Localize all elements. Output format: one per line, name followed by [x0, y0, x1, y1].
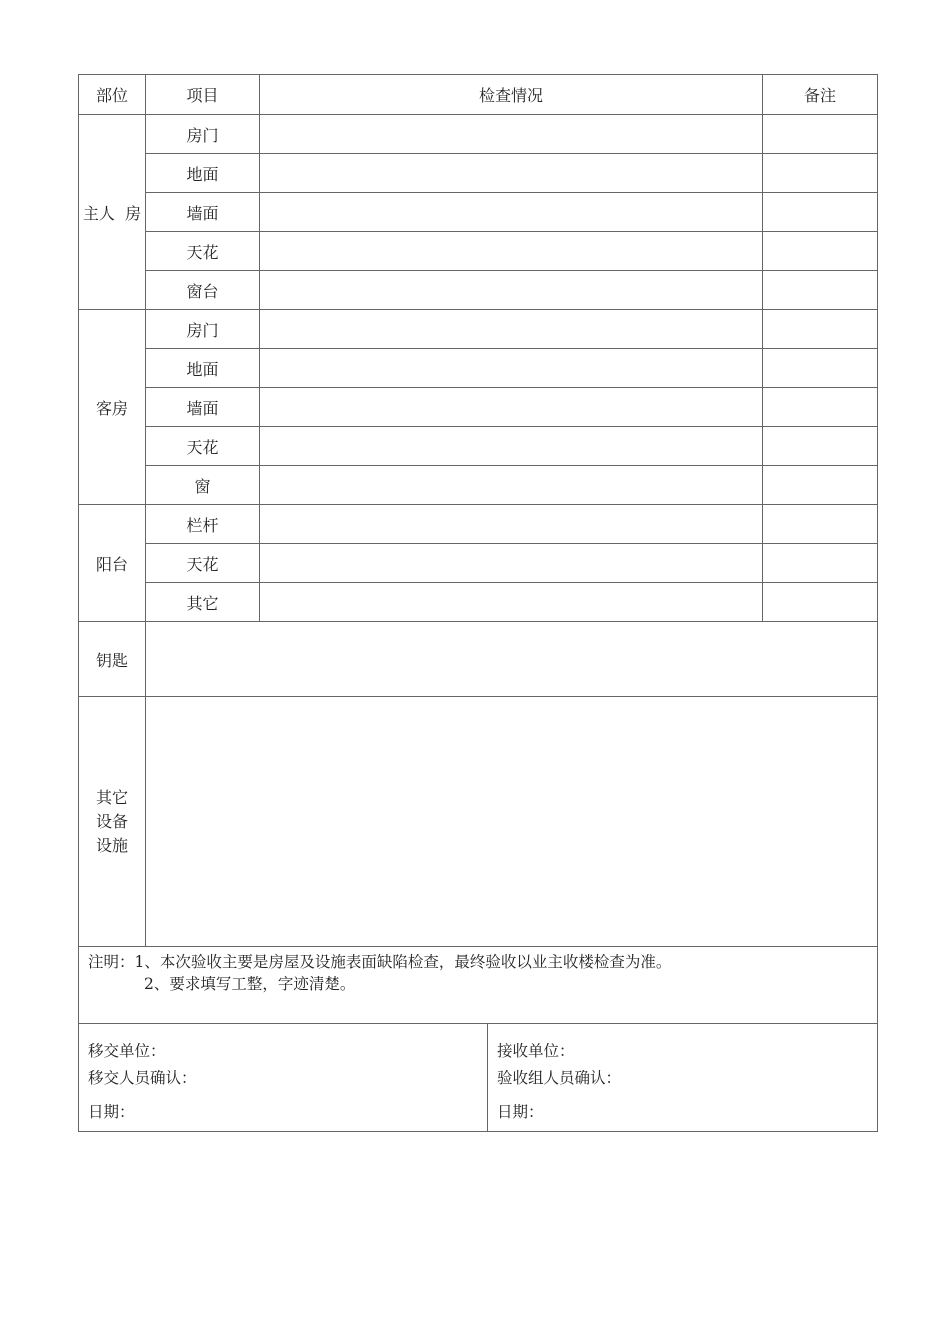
table-row: [79, 349, 878, 388]
receiving-date-label: 日期：: [497, 1103, 544, 1121]
notes-row: [79, 947, 878, 1024]
other-facilities-label-line: 设施: [95, 835, 128, 855]
remark-cell[interactable]: [763, 310, 878, 349]
note-line-2: 2、要求填写工整，字迹清楚。: [144, 975, 356, 993]
header-part: 部位: [79, 75, 146, 115]
item-label: 地面: [146, 154, 260, 193]
item-label: 房门: [146, 310, 260, 349]
remark-cell[interactable]: [763, 154, 878, 193]
receiving-unit-label: 接收单位：: [497, 1042, 575, 1060]
other-facilities-row: [79, 697, 878, 947]
section-label-keys: 钥匙: [79, 622, 146, 697]
other-facilities-label-line: 其它: [95, 787, 128, 807]
item-label: 窗: [146, 466, 260, 505]
handover-date-label: 日期：: [88, 1103, 135, 1121]
section-label-other-facilities: [79, 697, 146, 947]
section-label-master-room: 主人 房: [79, 115, 146, 310]
inspection-cell[interactable]: [260, 349, 763, 388]
table-row: [79, 271, 878, 310]
inspection-cell[interactable]: [260, 544, 763, 583]
header-item: 项目: [146, 75, 260, 115]
inspection-cell[interactable]: [260, 427, 763, 466]
remark-cell[interactable]: [763, 544, 878, 583]
inspection-cell[interactable]: [260, 232, 763, 271]
table-row: [79, 427, 878, 466]
inspection-cell[interactable]: [260, 583, 763, 622]
other-facilities-label-line: 设备: [95, 811, 128, 831]
header-remark: 备注: [763, 75, 878, 115]
table-row: [79, 505, 878, 544]
inspection-table: [78, 74, 878, 1024]
signoff-row: [79, 1024, 878, 1132]
note-line-1: 注明：1、本次验收主要是房屋及设施表面缺陷检查，最终验收以业主收楼检查为准。: [88, 953, 672, 971]
section-label-guest-room: 客房: [79, 310, 146, 505]
keys-row: [79, 622, 878, 697]
item-label: 栏杆: [146, 505, 260, 544]
inspection-cell[interactable]: [260, 115, 763, 154]
remark-cell[interactable]: [763, 583, 878, 622]
remark-cell[interactable]: [763, 466, 878, 505]
inspection-form: [78, 74, 877, 1132]
remark-cell[interactable]: [763, 115, 878, 154]
section-label-balcony: 阳台: [79, 505, 146, 622]
table-row: [79, 544, 878, 583]
table-row: [79, 310, 878, 349]
other-facilities-entry-cell[interactable]: [146, 697, 878, 947]
item-label: 墙面: [146, 193, 260, 232]
receiving-person-label: 验收组人员确认：: [497, 1069, 622, 1087]
inspection-cell[interactable]: [260, 310, 763, 349]
inspection-cell[interactable]: [260, 505, 763, 544]
inspection-cell[interactable]: [260, 271, 763, 310]
remark-cell[interactable]: [763, 193, 878, 232]
table-row: [79, 466, 878, 505]
item-label: 天花: [146, 232, 260, 271]
remark-cell[interactable]: [763, 271, 878, 310]
table-row: [79, 232, 878, 271]
header-inspection: 检查情况: [260, 75, 763, 115]
item-label: 房门: [146, 115, 260, 154]
table-row: [79, 388, 878, 427]
item-label: 天花: [146, 427, 260, 466]
table-row: [79, 193, 878, 232]
item-label: 窗台: [146, 271, 260, 310]
table-row: [79, 583, 878, 622]
handover-unit-label: 移交单位：: [88, 1042, 166, 1060]
item-label: 墙面: [146, 388, 260, 427]
table-row: [79, 115, 878, 154]
inspection-cell[interactable]: [260, 388, 763, 427]
inspection-cell[interactable]: [260, 154, 763, 193]
inspection-cell[interactable]: [260, 193, 763, 232]
receiving-cell[interactable]: [488, 1024, 878, 1132]
remark-cell[interactable]: [763, 388, 878, 427]
keys-entry-cell[interactable]: [146, 622, 878, 697]
remark-cell[interactable]: [763, 232, 878, 271]
remark-cell[interactable]: [763, 349, 878, 388]
notes-cell: [79, 947, 878, 1024]
handover-cell[interactable]: [79, 1024, 488, 1132]
signoff-table: [78, 1024, 878, 1132]
table-header-row: [79, 75, 878, 115]
item-label: 其它: [146, 583, 260, 622]
remark-cell[interactable]: [763, 505, 878, 544]
item-label: 天花: [146, 544, 260, 583]
item-label: 地面: [146, 349, 260, 388]
remark-cell[interactable]: [763, 427, 878, 466]
inspection-cell[interactable]: [260, 466, 763, 505]
table-row: [79, 154, 878, 193]
handover-person-label: 移交人员确认：: [88, 1069, 197, 1087]
